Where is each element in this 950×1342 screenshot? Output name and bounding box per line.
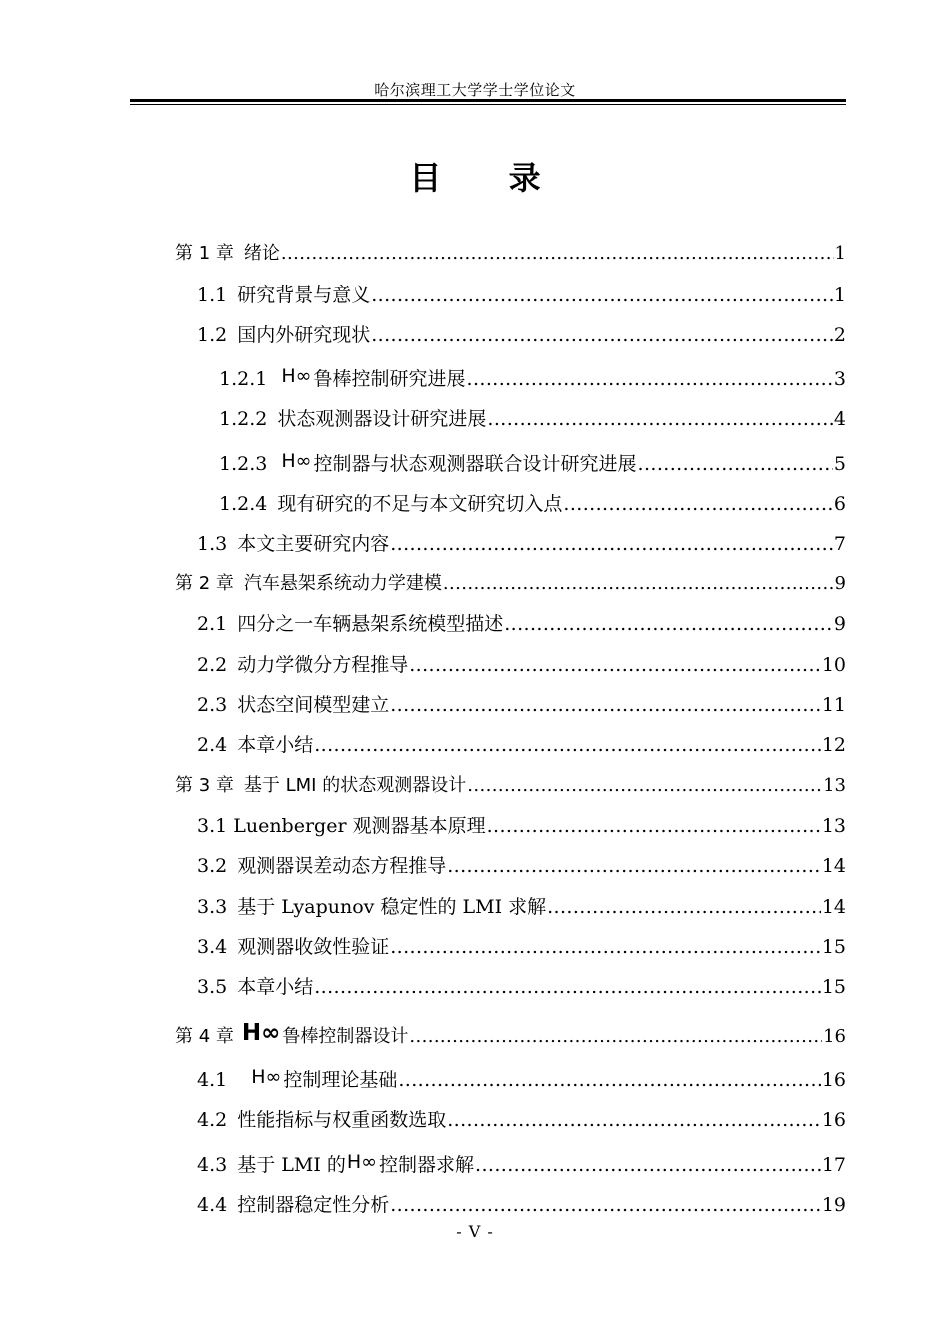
toc-entry-label: 4.3	[197, 1154, 228, 1176]
toc-entry-chapter-1[interactable]	[175, 239, 846, 269]
toc-entry-1-2-2[interactable]	[219, 404, 846, 434]
toc-entry-label: 4.4	[197, 1194, 228, 1216]
toc-title: 目 录	[409, 159, 569, 197]
toc-dot-leader	[443, 569, 834, 599]
toc-entry-2-2[interactable]	[197, 650, 846, 680]
toc-entry-text: 研究背景与意义	[237, 284, 371, 306]
toc-entry-4-2[interactable]	[197, 1105, 846, 1135]
toc-entry-label: 2.2	[197, 654, 228, 676]
toc-entry-page: 19	[821, 1194, 846, 1216]
toc-entry-text: 鲁棒控制研究进展	[313, 368, 466, 390]
toc-entry-text: 观测器收敛性验证	[237, 936, 390, 958]
toc-dot-leader	[371, 320, 833, 350]
toc-dot-leader	[390, 690, 821, 720]
toc-entry-text: 鲁棒控制器设计	[282, 1026, 409, 1047]
toc-entry-label: 第 2 章	[175, 573, 234, 594]
running-header: 哈尔滨理工大学学士学位论文	[374, 81, 576, 99]
toc-entry-page: 13	[821, 815, 846, 837]
toc-entry-text: 本章小结	[237, 734, 314, 756]
toc-entry-page: 16	[823, 1026, 846, 1047]
toc-entry-page: 16	[821, 1069, 846, 1091]
toc-entry-1-2[interactable]	[197, 320, 846, 350]
toc-entry-page: 15	[821, 936, 846, 958]
toc-entry-text: 状态空间模型建立	[237, 694, 390, 716]
toc-entry-4-3[interactable]	[197, 1150, 846, 1180]
toc-dot-leader	[409, 650, 821, 680]
toc-entry-label: 2.3	[197, 694, 228, 716]
toc-entry-label: 4.2	[197, 1109, 228, 1131]
toc-entry-label: 3.4	[197, 936, 228, 958]
h-infinity-symbol: H∞	[241, 1020, 281, 1046]
h-infinity-symbol: H∞	[251, 1066, 282, 1088]
toc-entry-label: 3.3	[197, 896, 228, 918]
toc-dot-leader	[475, 1150, 821, 1180]
toc-dot-leader	[638, 449, 833, 479]
toc-entry-3-4[interactable]	[197, 932, 846, 962]
toc-dot-leader	[409, 1022, 822, 1052]
toc-entry-label: 第 1 章	[175, 243, 234, 264]
toc-entry-page: 1	[834, 243, 846, 264]
toc-entry-text: 基于 LMI 的	[237, 1154, 346, 1176]
toc-entry-4-1[interactable]	[197, 1065, 846, 1095]
toc-dot-leader	[281, 239, 834, 269]
toc-dot-leader	[487, 811, 821, 841]
toc-dot-leader	[390, 932, 821, 962]
toc-entry-page: 4	[833, 408, 846, 430]
toc-dot-leader	[487, 404, 833, 434]
toc-entry-label: 3.2	[197, 855, 228, 877]
toc-entry-label: 1.3	[197, 533, 228, 555]
toc-dot-leader	[371, 280, 833, 310]
toc-entry-page: 6	[833, 493, 846, 515]
toc-entry-2-3[interactable]	[197, 690, 846, 720]
toc-entry-label: 1.2.3	[219, 453, 268, 475]
toc-dot-leader	[547, 892, 821, 922]
toc-entry-page: 17	[821, 1154, 846, 1176]
toc-entry-page: 14	[821, 855, 846, 877]
toc-entry-text: 现有研究的不足与本文研究切入点	[277, 493, 563, 515]
toc-entry-page: 9	[834, 573, 846, 594]
toc-dot-leader	[398, 1065, 820, 1095]
toc-entry-page: 15	[821, 976, 846, 998]
toc-dot-leader	[447, 1105, 821, 1135]
toc-entry-label: 1.2.1	[219, 368, 268, 390]
toc-entry-3-1[interactable]	[197, 811, 846, 841]
header-rule-thin	[130, 104, 846, 105]
toc-dot-leader	[390, 529, 833, 559]
toc-entry-label: 第 4 章	[175, 1026, 234, 1047]
toc-entry-2-4[interactable]	[197, 730, 846, 760]
toc-entry-label: 4.1	[197, 1069, 228, 1091]
toc-dot-leader	[390, 1190, 821, 1220]
toc-entry-page: 9	[833, 613, 846, 635]
toc-entry-1-2-1[interactable]	[219, 364, 846, 394]
toc-entry-page: 2	[833, 324, 846, 346]
toc-entry-text: 绪论	[243, 243, 280, 264]
toc-entry-label: 1.2.4	[219, 493, 268, 515]
toc-dot-leader	[563, 489, 833, 519]
toc-entry-chapter-3[interactable]	[175, 771, 846, 801]
toc-entry-label: 1.2.2	[219, 408, 268, 430]
toc-entry-text: 性能指标与权重函数选取	[237, 1109, 447, 1131]
toc-entry-3-5[interactable]	[197, 972, 846, 1002]
toc-entry-label: 3.5	[197, 976, 228, 998]
toc-entry-text: 本文主要研究内容	[237, 533, 390, 555]
toc-entry-text: Luenberger 观测器基本原理	[233, 815, 486, 837]
toc-entry-3-3[interactable]	[197, 892, 846, 922]
toc-entry-text: 控制器与状态观测器联合设计研究进展	[313, 453, 637, 475]
toc-entry-label: 3.1	[197, 815, 228, 837]
toc-entry-text: 动力学微分方程推导	[237, 654, 409, 676]
toc-entry-text: 基于 LMI 的状态观测器设计	[243, 775, 467, 796]
toc-entry-page: 11	[821, 694, 846, 716]
toc-entry-text: 四分之一车辆悬架系统模型描述	[237, 613, 504, 635]
toc-entry-text-continued: 控制器求解	[379, 1154, 475, 1176]
h-infinity-symbol: H∞	[281, 365, 312, 387]
toc-dot-leader	[467, 364, 833, 394]
toc-entry-page: 16	[821, 1109, 846, 1131]
toc-entry-1-2-4[interactable]	[219, 489, 846, 519]
toc-entry-1-1[interactable]	[197, 280, 846, 310]
toc-entry-1-2-3[interactable]	[219, 449, 846, 479]
toc-entry-text: 状态观测器设计研究进展	[277, 408, 487, 430]
toc-entry-page: 3	[833, 368, 846, 390]
toc-entry-page: 10	[821, 654, 846, 676]
toc-entry-2-1[interactable]	[197, 609, 846, 639]
page-number: - V -	[456, 1222, 494, 1241]
toc-entry-page: 12	[821, 734, 846, 756]
toc-dot-leader	[447, 851, 821, 881]
toc-entry-text: 控制理论基础	[283, 1069, 398, 1091]
toc-entry-label: 2.4	[197, 734, 228, 756]
toc-entry-page: 7	[833, 533, 846, 555]
toc-entry-page: 1	[833, 284, 846, 306]
toc-dot-leader	[314, 972, 821, 1002]
toc-entry-page: 13	[823, 775, 846, 796]
toc-entry-label: 第 3 章	[175, 775, 234, 796]
toc-entry-text: 本章小结	[237, 976, 314, 998]
toc-entry-text: 基于 Lyapunov 稳定性的 LMI 求解	[237, 896, 547, 918]
header-rule-thick	[130, 99, 846, 102]
toc-entry-page: 5	[833, 453, 846, 475]
toc-entry-page: 14	[821, 896, 846, 918]
toc-entry-1-3[interactable]	[197, 529, 846, 559]
toc-dot-leader	[314, 730, 821, 760]
toc-entry-chapter-2[interactable]	[175, 569, 846, 599]
toc-entry-4-4[interactable]	[197, 1190, 846, 1220]
toc-dot-leader	[504, 609, 833, 639]
toc-entry-3-2[interactable]	[197, 851, 846, 881]
toc-entry-chapter-4[interactable]	[175, 1020, 846, 1050]
toc-entry-text: 观测器误差动态方程推导	[237, 855, 447, 877]
toc-entry-label: 1.2	[197, 324, 228, 346]
toc-entry-text: 控制器稳定性分析	[237, 1194, 390, 1216]
toc-entry-text: 汽车悬架系统动力学建模	[243, 573, 442, 594]
toc-dot-leader	[467, 771, 822, 801]
toc-entry-text: 国内外研究现状	[237, 324, 371, 346]
h-infinity-symbol: H∞	[346, 1151, 378, 1173]
toc-entry-label: 1.1	[197, 284, 228, 306]
h-infinity-symbol: H∞	[281, 450, 312, 472]
toc-entry-label: 2.1	[197, 613, 228, 635]
